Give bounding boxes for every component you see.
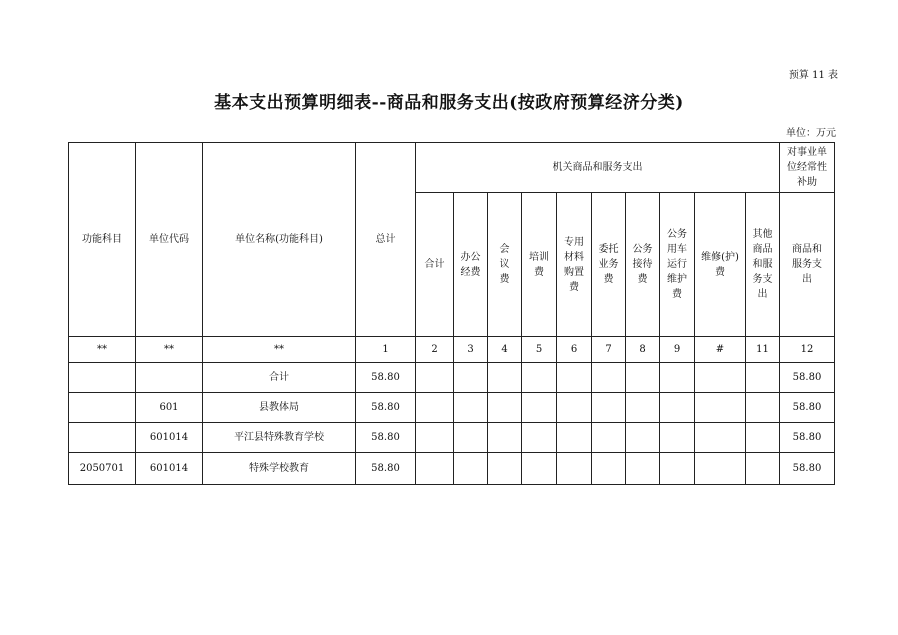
table-row (69, 453, 835, 485)
header-sub-other: 其他商品和服务支出 (746, 193, 780, 337)
index-cell: ** (203, 337, 356, 363)
unit-name-cell: 平江县特殊教育学校 (203, 423, 356, 453)
index-cell: 3 (454, 337, 488, 363)
unit-code-cell: 601 (136, 393, 203, 423)
goods-services-cell: 58.80 (780, 393, 835, 423)
func-subject-cell (69, 393, 136, 423)
index-cell: 8 (626, 337, 660, 363)
index-cell: # (695, 337, 746, 363)
unit-code-cell (136, 363, 203, 393)
unit-code-cell: 601014 (136, 453, 203, 485)
header-row-top (69, 143, 835, 193)
func-subject-cell (69, 363, 136, 393)
func-subject-cell: 2050701 (69, 453, 136, 485)
goods-services-cell: 58.80 (780, 453, 835, 485)
unit-name-cell: 县教体局 (203, 393, 356, 423)
header-sub-commissioned: 委托业务费 (592, 193, 626, 337)
unit-code-cell: 601014 (136, 423, 203, 453)
table-row (69, 423, 835, 453)
header-sub-heji: 合计 (416, 193, 454, 337)
goods-services-cell: 58.80 (780, 423, 835, 453)
header-sub-materials: 专用材料购置费 (557, 193, 592, 337)
index-cell: 1 (356, 337, 416, 363)
header-sub-meeting: 会议费 (488, 193, 522, 337)
total-cell: 58.80 (356, 423, 416, 453)
index-cell: 4 (488, 337, 522, 363)
index-cell: 9 (660, 337, 695, 363)
total-cell: 58.80 (356, 363, 416, 393)
index-cell: 2 (416, 337, 454, 363)
budget-table (68, 142, 835, 485)
unit-name-cell: 特殊学校教育 (203, 453, 356, 485)
total-cell: 58.80 (356, 453, 416, 485)
table-row (69, 393, 835, 423)
index-cell: 12 (780, 337, 835, 363)
header-sub-reception: 公务接待费 (626, 193, 660, 337)
header-unit-name: 单位名称(功能科目) (203, 143, 356, 337)
index-cell: 5 (522, 337, 557, 363)
unit-name-cell: 合计 (203, 363, 356, 393)
index-cell: 7 (592, 337, 626, 363)
header-subsidy-group: 对事业单位经常性补助 (780, 143, 835, 193)
header-sub-maintenance: 维修(护)费 (695, 193, 746, 337)
unit-label: 单位：万元 (786, 128, 836, 139)
header-org-group: 机关商品和服务支出 (416, 143, 780, 193)
index-row (69, 337, 835, 363)
header-total: 总计 (356, 143, 416, 337)
index-cell: ** (69, 337, 136, 363)
table-row (69, 363, 835, 393)
index-cell: 6 (557, 337, 592, 363)
func-subject-cell (69, 423, 136, 453)
page-title: 基本支出预算明细表--商品和服务支出(按政府预算经济分类) (214, 93, 684, 113)
header-sub-vehicle: 公务用车运行维护费 (660, 193, 695, 337)
total-cell: 58.80 (356, 393, 416, 423)
header-sub-office: 办公经费 (454, 193, 488, 337)
index-cell: ** (136, 337, 203, 363)
header-sub-training: 培训费 (522, 193, 557, 337)
header-func-subject: 功能科目 (69, 143, 136, 337)
table-number: 预算 11 表 (788, 70, 838, 81)
header-sub-goods-services: 商品和服务支出 (780, 193, 835, 337)
goods-services-cell: 58.80 (780, 363, 835, 393)
header-unit-code: 单位代码 (136, 143, 203, 337)
index-cell: 11 (746, 337, 780, 363)
